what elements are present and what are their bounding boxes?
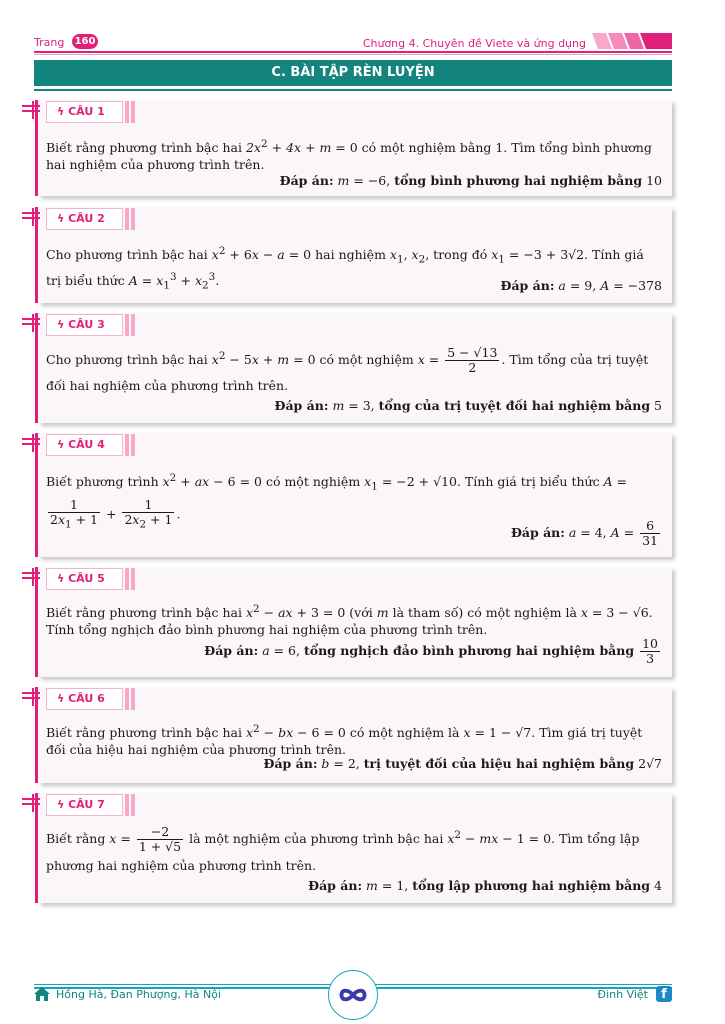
question-card-1 <box>38 100 672 196</box>
question-tag <box>46 208 135 230</box>
section-title: C. BÀI TẬP RÈN LUYỆN <box>34 60 672 86</box>
question-label: CÂU 4 <box>68 438 105 451</box>
page-footer <box>34 978 672 1014</box>
question-tag <box>46 568 135 590</box>
question-text: Biết rằng x = $\frac{-2}{1 + √5}$ là một nghiệm của phương trình bậc hai $x^2$ − mx − 1 = 0. Tìm tổng lập phương hai nghiệm của phương trình trên. <box>46 824 640 874</box>
footer-address: Hồng Hà, Đan Phượng, Hà Nội <box>56 988 221 1001</box>
question-card-5 <box>38 567 672 677</box>
question-text: Biết rằng phương trình bậc hai $x^2$ − ax + 3 = 0 (với m là tham số) có một nghiệm là x = 3 − √6. Tính tổng nghịch đảo bình phương hai nghiệm của phương trình trên. <box>46 603 653 638</box>
answer-text: Đáp án: m = 3, tổng của trị tuyệt đối hai nghiệm bằng 5 <box>274 398 662 413</box>
answer-text: Đáp án: a = 6, tổng nghịch đảo bình phương hai nghiệm bằng $\frac{10}{3}$ <box>204 636 658 666</box>
question-label: CÂU 6 <box>68 692 105 705</box>
question-tag <box>46 794 135 816</box>
bullet-mark <box>22 105 40 115</box>
bolt-icon: ϟ <box>57 692 69 705</box>
question-card-2 <box>38 207 672 303</box>
question-card-3 <box>38 313 672 423</box>
question-card-7 <box>38 793 672 903</box>
question-tag <box>46 101 135 123</box>
question-text: Cho phương trình bậc hai $x^2 - 5x + m = 0$ có một nghiệm x = $\frac{5 - √13}{2}$ . Tìm tổng của trị tuyệt đối hai nghiệm của phương trình trên. <box>46 345 649 394</box>
question-card-4 <box>38 433 672 557</box>
answer-text: Đáp án: m = 1, tổng lập phương hai nghiệm bằng 4 <box>308 878 662 893</box>
question-text: Biết rằng phương trình bậc hai $2x^2 + 4x + m = 0$ có một nghiệm bằng 1. Tìm tổng bình phương hai nghiệm của phương trình trên. <box>46 138 652 173</box>
page-word: Trang <box>34 36 65 49</box>
bolt-icon: ϟ <box>57 212 69 225</box>
question-label: CÂU 3 <box>68 318 105 331</box>
infinity-logo-icon <box>328 970 378 1020</box>
bullet-mark <box>22 692 40 702</box>
bolt-icon: ϟ <box>57 798 69 811</box>
question-text: Biết rằng phương trình bậc hai $x^2$ − bx − 6 = 0 có một nghiệm là x = 1 − √7. Tìm giá trị tuyệt đối của hiệu hai nghiệm của phương trình trên. <box>46 723 643 758</box>
header-rule <box>34 51 672 53</box>
question-label: CÂU 2 <box>68 212 105 225</box>
home-icon <box>34 987 50 1001</box>
page-number: 160 <box>72 34 98 49</box>
bolt-icon: ϟ <box>57 572 69 585</box>
bullet-mark <box>22 572 40 582</box>
bullet-mark <box>22 438 40 448</box>
footer-author: Đinh Việt <box>597 988 648 1001</box>
chapter-title: Chương 4. Chuyên đề Viete và ứng dụng <box>362 37 586 50</box>
header-stripes-icon <box>592 33 672 49</box>
question-label: CÂU 7 <box>68 798 105 811</box>
question-tag <box>46 688 135 710</box>
facebook-icon[interactable]: f <box>656 986 672 1002</box>
question-text: Biết phương trình $x^2$ + ax − 6 = 0 có một nghiệm $x_1 = -2 + √10$. Tính giá trị biểu thức A = $\frac{1}{2x_1 + 1}$ + $\frac{1}{2x_2 + 1}$ . <box>46 472 628 531</box>
answer-text: Đáp án: m = −6, tổng bình phương hai nghiệm bằng 10 <box>279 173 662 188</box>
question-text: Cho phương trình bậc hai $x^2 + 6x - a = 0$ hai nghiệm $x_1$, $x_2$, trong đó $x_1 = -3 + 3√2$. Tính giá trị biểu thức $A = x_1^3 + x_2^3$. <box>46 245 644 292</box>
bullet-mark <box>22 318 40 328</box>
question-label: CÂU 5 <box>68 572 105 585</box>
page-header <box>34 33 672 55</box>
bullet-mark <box>22 212 40 222</box>
answer-text: Đáp án: a = 4, A = $\frac{6}{31}$ <box>510 518 658 548</box>
section-rule <box>34 89 672 91</box>
bullet-mark <box>22 798 40 808</box>
answer-text: Đáp án: a = 9, A = −378 <box>500 278 662 293</box>
bolt-icon: ϟ <box>57 105 69 118</box>
question-label: CÂU 1 <box>68 105 105 118</box>
question-tag <box>46 434 135 456</box>
bolt-icon: ϟ <box>57 318 69 331</box>
answer-text: Đáp án: b = 2, trị tuyệt đối của hiệu hai nghiệm bằng 2√7 <box>263 756 662 771</box>
question-tag <box>46 314 135 336</box>
header-rule-thin <box>34 54 672 55</box>
question-card-6 <box>38 687 672 783</box>
bolt-icon: ϟ <box>57 438 69 451</box>
